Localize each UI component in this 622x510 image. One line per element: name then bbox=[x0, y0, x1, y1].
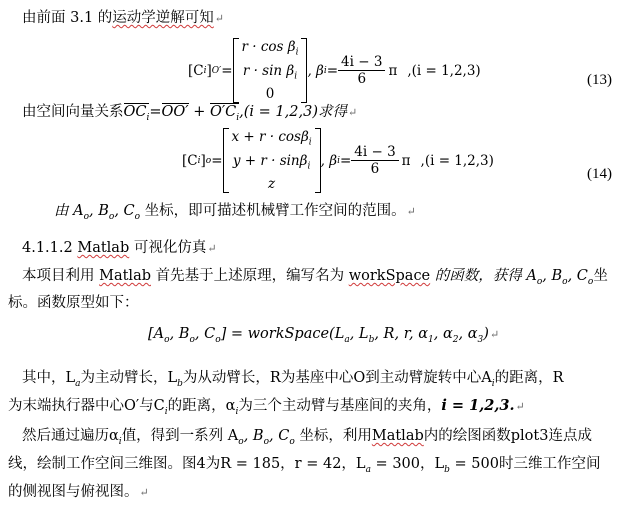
proto-mid: , R, r, α bbox=[374, 326, 429, 342]
p6-line-1: 然后通过遍历$\alpha_i$值，得到一系列 $A_o$, $B_o$, $C_o$ 坐标，利用Matlab内的绘图函数plot3连点成 bbox=[22, 428, 592, 447]
p5-la: a bbox=[75, 378, 81, 389]
proto-c: , C bbox=[194, 326, 216, 342]
p5-line-1 bbox=[22, 366, 614, 389]
p5-line2-d: i = 1,2,3. bbox=[441, 397, 515, 414]
coordinate-line bbox=[54, 199, 614, 222]
eq14-row-2: y + r · sinβ$_i$ bbox=[232, 152, 311, 172]
eq14-lhs: [C bbox=[182, 152, 198, 169]
eq13-matrix bbox=[233, 38, 308, 103]
eq13-denominator: 6 bbox=[357, 71, 367, 88]
vector-oci: $OC_i$ bbox=[123, 104, 150, 123]
proto-a: [A bbox=[148, 326, 165, 342]
p5-line-2 bbox=[8, 394, 614, 417]
eq13-fraction bbox=[338, 54, 385, 87]
p6-text-b: 值，得到一系列 A bbox=[121, 428, 239, 444]
eq14-beta-sub: i bbox=[337, 155, 340, 166]
eq14-frame: o bbox=[205, 155, 212, 166]
p5-text-d: 的距离，R bbox=[494, 370, 564, 386]
vector-relation-line bbox=[22, 100, 614, 123]
p6-matlab: Matlab bbox=[371, 428, 424, 444]
eq14-row-3: z bbox=[268, 176, 276, 193]
vector-oo: OO′ bbox=[161, 104, 189, 120]
p6-text-a: 然后通过遍历α bbox=[22, 428, 119, 444]
p6-lb: b bbox=[444, 464, 450, 475]
heading-word: Matlab bbox=[77, 240, 130, 256]
eq13-beta-equals: = bbox=[326, 62, 339, 79]
p6-la: a bbox=[365, 464, 371, 475]
p6-line-3 bbox=[8, 480, 614, 501]
p6-line2-a: 线，绘制工作空间三维图。图4为R = 185，r = 42，L bbox=[8, 456, 366, 472]
p5-text-a: 其中，L bbox=[22, 370, 76, 386]
eq14-numerator: 4i − 3 bbox=[351, 144, 398, 161]
intro-link-text: 运动学逆解可知 bbox=[112, 10, 214, 26]
paragraph-mark-icon: ↵ bbox=[207, 242, 217, 255]
proto-b: , B bbox=[169, 326, 190, 342]
proto-end: ) bbox=[483, 326, 489, 342]
proto-c2: , α bbox=[433, 326, 453, 342]
eq13-row-2: $r \cdot \sin \beta_i$ bbox=[242, 62, 298, 82]
paragraph-mark-icon: ↵ bbox=[214, 12, 224, 25]
equation-13-number: (13) bbox=[587, 72, 612, 88]
p5-line2-c: 为三个主动臂与基座间的夹角， bbox=[238, 398, 442, 414]
paragraph-mark-icon: ↵ bbox=[139, 486, 149, 499]
eq13-frame: O′ bbox=[211, 65, 222, 76]
coord-tail: 坐标，即可描述机械臂工作空间的范围。 bbox=[140, 203, 406, 219]
proto-close: ] = workSpace(L bbox=[220, 326, 345, 342]
vector-oci-prime: $O'C_i$ bbox=[209, 104, 240, 123]
coord-c-sub: o bbox=[134, 211, 141, 222]
eq13-pi: π bbox=[388, 62, 398, 79]
p5-text-c: 为从动臂长，R为基座中心O到主动臂旋转中心A bbox=[182, 370, 492, 386]
vector-plus: + bbox=[188, 104, 210, 120]
p5-line2-a: 为末端执行器中心O′与C bbox=[8, 398, 165, 414]
coord-c: , C bbox=[114, 203, 135, 219]
coord-b-sub: o bbox=[108, 211, 115, 222]
eq13-beta: , β bbox=[307, 62, 324, 79]
p5-ai: i bbox=[491, 378, 495, 389]
eq14-matrix bbox=[223, 128, 321, 193]
p6-text-d: , C bbox=[269, 428, 290, 444]
equation-14-number: (14) bbox=[587, 166, 612, 182]
p6-line2-b: = 300，L bbox=[370, 456, 445, 472]
paragraph-mark-icon: ↵ bbox=[406, 205, 416, 218]
vector-tail: ,(i = 1,2,3)求得 bbox=[239, 104, 347, 120]
proto-c3: , α bbox=[458, 326, 478, 342]
p4-matlab: Matlab bbox=[99, 268, 151, 284]
eq13-lhs-sub: i bbox=[203, 65, 207, 76]
eq14-row-1: x + r · cosβ$_i$ bbox=[231, 129, 312, 148]
coord-a: 由 A bbox=[54, 203, 84, 219]
paragraph-mark-icon: ↵ bbox=[515, 400, 525, 413]
eq14-beta: , β bbox=[320, 152, 338, 169]
equation-14 bbox=[182, 128, 494, 193]
p6-text-e: 坐标，利用 bbox=[294, 428, 372, 444]
p6-text-f: 内的绘图函数plot3连点成 bbox=[423, 428, 592, 444]
p6-ai: i bbox=[118, 436, 122, 447]
proto-lb: b bbox=[368, 334, 375, 345]
coord-b: , B bbox=[89, 203, 109, 219]
eq14-lhs-close: ] bbox=[200, 152, 206, 169]
eq14-lhs-sub: i bbox=[197, 155, 201, 166]
intro-text: 由前面 3.1 的 bbox=[22, 10, 113, 26]
eq13-condition: ,(i = 1,2,3) bbox=[407, 62, 481, 79]
heading-rest: 可视化仿真 bbox=[129, 240, 207, 256]
p6-text-c: , B bbox=[243, 428, 264, 444]
eq13-lhs: [C bbox=[188, 62, 204, 79]
paragraph-mark-icon: ↵ bbox=[347, 106, 358, 119]
p4-line2-text: 标。函数原型如下： bbox=[8, 295, 139, 311]
p4-workspace: workSpace bbox=[348, 268, 431, 284]
p6-line3-text: 的侧视图与俯视图。 bbox=[8, 484, 139, 500]
p6-line2-c: = 500时三维工作空间 bbox=[449, 456, 601, 472]
eq14-condition: ,(i = 1,2,3) bbox=[420, 152, 494, 169]
coord-a-sub: o bbox=[83, 211, 90, 222]
p4-text-c: 的函数，获得 A bbox=[430, 268, 537, 284]
vector-text: 由空间向量关系 bbox=[22, 104, 124, 120]
eq13-row-1: $r \cdot \cos \beta_i$ bbox=[241, 39, 299, 58]
p5-text-b: 为主动臂长，L bbox=[80, 370, 178, 386]
proto-a3: 3 bbox=[477, 334, 484, 345]
proto-la: a bbox=[344, 334, 350, 345]
eq13-row-3: 0 bbox=[265, 86, 275, 103]
p4-line-1: 本项目利用 Matlab 首先基于上述原理，编写名为 workSpace 的函数，获得 $A_o$, $B_o$, $C_o$坐 bbox=[22, 268, 608, 287]
p5-ci: i bbox=[164, 406, 168, 417]
function-prototype: [$A_o$, $B_o$, $C_o$] = $workSpace(L_a$, $L_b$, R, r, $\alpha_1$, $\alpha_2$, $\alpha_3)↵$ bbox=[148, 326, 500, 345]
p4-text-a: 本项目利用 bbox=[22, 268, 100, 284]
p5-lb: b bbox=[177, 378, 183, 389]
eq14-pi: π bbox=[401, 152, 411, 169]
section-heading bbox=[22, 236, 614, 257]
proto-a2: 2 bbox=[452, 334, 459, 345]
vector-equals: = bbox=[149, 104, 162, 120]
p4-text-b: 首先基于上述原理，编写名为 bbox=[151, 268, 349, 284]
eq14-beta-equals: = bbox=[339, 152, 352, 169]
p5-line2-b: 的距离，α bbox=[167, 398, 236, 414]
intro-line bbox=[22, 6, 614, 27]
p4-tail: 坐 bbox=[593, 268, 608, 284]
eq14-denominator: 6 bbox=[370, 161, 380, 178]
eq13-equals: = bbox=[221, 62, 233, 79]
proto-lb-pre: , L bbox=[349, 326, 369, 342]
heading-number: 4.1.1.2 bbox=[22, 240, 78, 256]
eq13-beta-sub: i bbox=[323, 65, 327, 76]
paragraph-mark-icon: ↵ bbox=[489, 328, 500, 341]
proto-a1: 1 bbox=[428, 334, 434, 345]
p6-line-2 bbox=[8, 452, 614, 475]
eq13-numerator: 4i − 3 bbox=[338, 54, 385, 71]
p5-alpha-i: i bbox=[235, 406, 239, 417]
eq14-fraction bbox=[351, 144, 398, 177]
eq13-lhs-close: ] bbox=[206, 62, 212, 79]
p4-line-2 bbox=[8, 291, 614, 312]
equation-13 bbox=[188, 38, 481, 103]
eq14-equals: = bbox=[211, 152, 223, 169]
